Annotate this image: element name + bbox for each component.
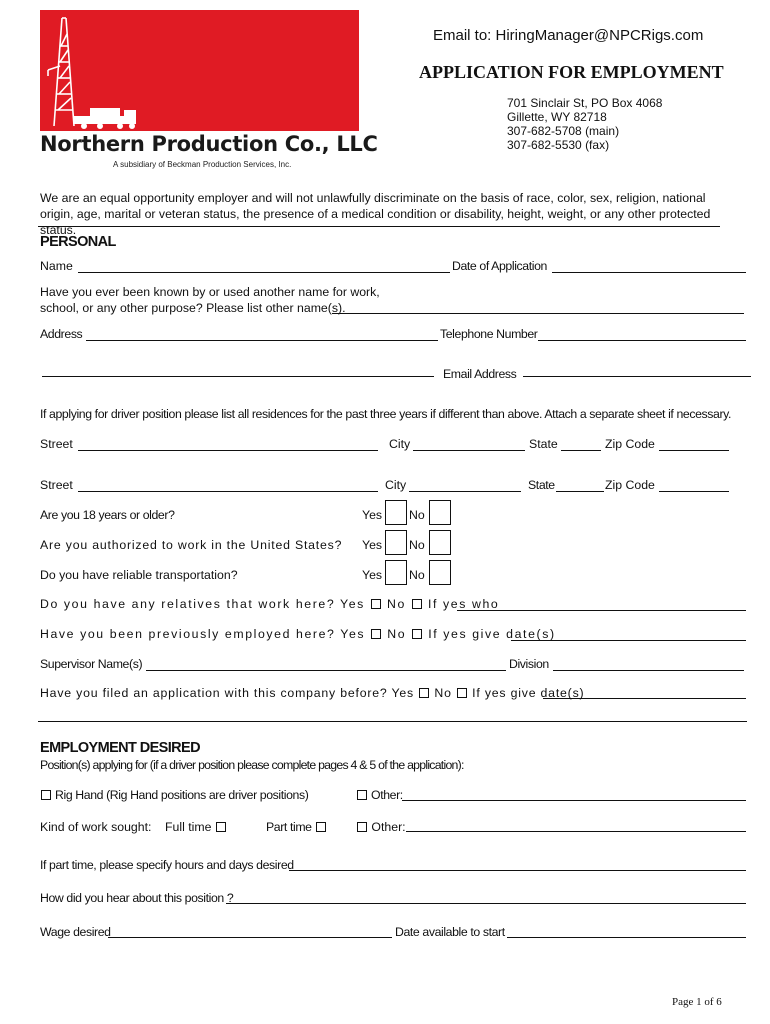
previously-employed-yes-checkbox[interactable] <box>371 629 381 639</box>
telephone-field[interactable] <box>538 340 746 341</box>
no-checkbox[interactable] <box>429 500 451 525</box>
date-of-application-field[interactable] <box>552 272 746 273</box>
division-field[interactable] <box>553 670 744 671</box>
question-previously-employed <box>40 627 556 641</box>
part-time-hours-label: If part time, please specify hours and days desired <box>40 858 294 872</box>
relatives-label: Do you have any relatives that work here? Yes <box>40 597 365 611</box>
zip-field[interactable] <box>659 491 729 492</box>
positions-label: Position(s) applying for (if a driver position please complete pages 4 & 5 of the application): <box>40 758 464 772</box>
email-line: Email to: HiringManager@NPCRigs.com <box>433 27 704 44</box>
city-label: City <box>385 478 407 492</box>
part-time-label: Part time <box>266 820 312 834</box>
email-address-label: Email Address <box>443 367 517 381</box>
name-field[interactable] <box>78 272 450 273</box>
divider <box>38 226 720 227</box>
street-field[interactable] <box>78 450 378 451</box>
page-title: APPLICATION FOR EMPLOYMENT <box>419 62 724 82</box>
city-field[interactable] <box>409 491 521 492</box>
city-field[interactable] <box>413 450 525 451</box>
rig-hand-checkbox[interactable] <box>41 790 51 800</box>
part-time-hours-field[interactable] <box>289 870 746 871</box>
city-label: City <box>389 437 411 451</box>
address-line2-field[interactable] <box>42 376 434 377</box>
full-time-checkbox[interactable] <box>216 822 226 832</box>
company-logo <box>40 10 359 131</box>
subsidiary-note: A subsidiary of Beckman Production Services, Inc. <box>113 160 292 169</box>
no-label: No <box>409 538 425 552</box>
other-option <box>356 788 403 802</box>
filed-before-tail-label: If yes give date(s) <box>472 686 585 700</box>
division-label: Division <box>509 657 549 671</box>
no-label: No <box>387 627 407 641</box>
yes-label: Yes <box>362 538 383 552</box>
street-field[interactable] <box>78 491 378 492</box>
rig-hand-option <box>40 788 308 802</box>
question-filed-before <box>40 686 584 700</box>
street-label: Street <box>40 437 73 451</box>
previously-employed-label: Have you been previously employed here? Yes <box>40 627 366 641</box>
other-work-field[interactable] <box>406 831 746 832</box>
filed-before-dates-field[interactable] <box>543 698 746 699</box>
other-work-label: Other: <box>371 820 406 834</box>
no-label: No <box>434 686 452 700</box>
filed-before-label: Have you filed an application with this company before? Yes <box>40 686 414 700</box>
previously-employed-dates-field[interactable] <box>511 640 746 641</box>
state-field[interactable] <box>561 450 601 451</box>
street-label: Street <box>40 478 73 492</box>
question-authorized-label: Are you authorized to work in the United States? <box>40 538 343 552</box>
relatives-no-checkbox[interactable] <box>412 599 422 609</box>
part-time-checkbox[interactable] <box>316 822 326 832</box>
page-number: Page 1 of 6 <box>672 996 722 1008</box>
other-label: Other: <box>371 788 403 802</box>
no-label: No <box>409 568 425 582</box>
relatives-field[interactable] <box>457 610 746 611</box>
other-names-label: Have you ever been known by or used another name for work, <box>40 285 380 299</box>
no-checkbox[interactable] <box>429 530 451 555</box>
full-time-label: Full time <box>165 820 212 834</box>
filed-before-no-checkbox[interactable] <box>457 688 467 698</box>
address-line: Gillette, WY 82718 <box>507 110 607 124</box>
previously-employed-no-checkbox[interactable] <box>412 629 422 639</box>
yes-checkbox[interactable] <box>385 500 407 525</box>
other-checkbox[interactable] <box>357 790 367 800</box>
rig-hand-label: Rig Hand (Rig Hand positions are driver positions) <box>55 788 309 802</box>
full-time-option <box>165 820 227 834</box>
phone-main: 307-682-5708 (main) <box>507 124 620 138</box>
supervisor-field[interactable] <box>146 670 506 671</box>
divider <box>38 721 747 722</box>
how-heard-label: How did you hear about this position ? <box>40 891 234 905</box>
wage-field[interactable] <box>108 937 392 938</box>
other-work-option <box>356 820 406 834</box>
other-names-label: school, or any other purpose? Please list other name(s). <box>40 301 346 315</box>
driver-residence-note: If applying for driver position please list all residences for the past three years if different than above. Attach a separate sheet if necessary. <box>40 407 731 421</box>
state-field[interactable] <box>556 491 604 492</box>
other-names-field[interactable] <box>332 313 744 314</box>
address-field[interactable] <box>86 340 438 341</box>
wage-label: Wage desired <box>40 925 111 939</box>
how-heard-field[interactable] <box>226 903 746 904</box>
part-time-option <box>266 820 327 834</box>
company-name: Northern Production Co., LLC <box>40 132 378 156</box>
question-transport-label: Do you have reliable transportation? <box>40 568 238 582</box>
supervisor-label: Supervisor Name(s) <box>40 657 143 671</box>
question-18-label: Are you 18 years or older? <box>40 508 175 522</box>
section-heading-personal: PERSONAL <box>40 234 116 250</box>
drilling-rig-icon <box>40 10 359 131</box>
state-label: State <box>529 437 558 451</box>
telephone-label: Telephone Number <box>440 327 538 341</box>
zip-field[interactable] <box>659 450 729 451</box>
relatives-yes-checkbox[interactable] <box>371 599 381 609</box>
state-label: State <box>528 478 555 492</box>
email-address-field[interactable] <box>523 376 751 377</box>
date-available-field[interactable] <box>507 937 746 938</box>
zip-label: Zip Code <box>605 437 655 451</box>
name-label: Name <box>40 259 73 273</box>
date-of-application-label: Date of Application <box>452 259 547 273</box>
eeo-statement: We are an equal opportunity employer and will not unlawfully discriminate on the basis of race, color, sex, religion, national origin, age, marital or veteran status, the presence of a medical condition or disability, height, weight, or any other protected status. <box>40 191 711 237</box>
kind-of-work-label: Kind of work sought: <box>40 820 152 834</box>
previously-employed-tail-label: If yes give date(s) <box>428 627 556 641</box>
date-available-label: Date available to start <box>395 925 505 939</box>
address-line: 701 Sinclair St, PO Box 4068 <box>507 96 663 110</box>
no-label: No <box>409 508 425 522</box>
yes-checkbox[interactable] <box>385 530 407 555</box>
other-work-checkbox[interactable] <box>357 822 367 832</box>
question-relatives <box>40 597 499 611</box>
other-position-field[interactable] <box>402 800 746 801</box>
yes-label: Yes <box>362 508 383 522</box>
yes-checkbox[interactable] <box>385 560 407 585</box>
zip-label: Zip Code <box>605 478 655 492</box>
no-label: No <box>386 597 406 611</box>
section-heading-employment: EMPLOYMENT DESIRED <box>40 740 200 756</box>
phone-fax: 307-682-5530 (fax) <box>507 138 610 152</box>
filed-before-yes-checkbox[interactable] <box>419 688 429 698</box>
no-checkbox[interactable] <box>429 560 451 585</box>
relatives-tail-label: If yes who <box>427 597 500 611</box>
yes-label: Yes <box>362 568 383 582</box>
address-label: Address <box>40 327 83 341</box>
